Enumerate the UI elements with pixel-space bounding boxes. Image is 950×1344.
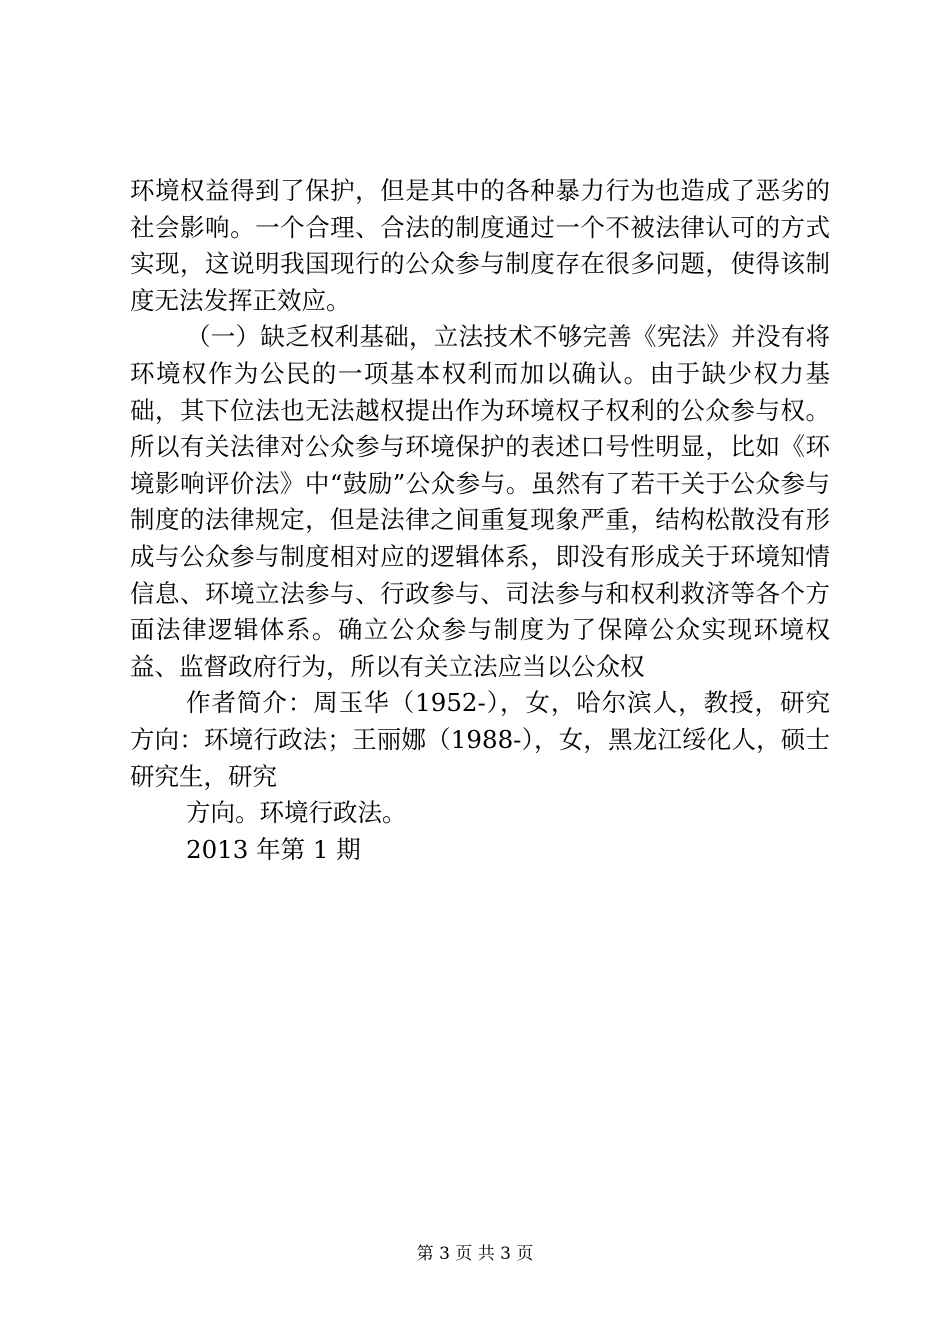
- page-footer: 第 3 页 共 3 页: [416, 1244, 534, 1264]
- paragraph-continued: 环境权益得到了保护，但是其中的各种暴力行为也造成了恶劣的社会影响。一个合理、合法的制度通过一个不被法律认可的方式实现，这说明我国现行的公众参与制度存在很多问题，使得该制度无法发挥正效应。: [130, 176, 830, 315]
- paragraph-research-direction: 方向。环境行政法。: [186, 798, 407, 828]
- paragraph-issue: 2013 年第 1 期: [186, 834, 361, 864]
- paragraph-author-bio: 作者简介：周玉华（1952-），女，哈尔滨人，教授，研究方向：环境行政法；王丽娜（1988-），女，黑龙江绥化人，硕士研究生，研究: [130, 688, 830, 791]
- document-body: [130, 173, 830, 868]
- paragraph-section-one: （一）缺乏权利基础，立法技术不够完善《宪法》并没有将环境权作为公民的一项基本权利而加以确认。由于缺少权力基础，其下位法也无法越权提出作为环境权子权利的公众参与权。所以有关法律对公众参与环境保护的表述口号性明显，比如《环境影响评价法》中“鼓励”公众参与。虽然有了若干关于公众参与制度的法律规定，但是法律之间重复现象严重，结构松散没有形成与公众参与制度相对应的逻辑体系，即没有形成关于环境知情信息、环境立法参与、行政参与、司法参与和权利救济等各个方面法律逻辑体系。确立公众参与制度为了保障公众实现环境权益、监督政府行为，所以有关立法应当以公众权: [130, 322, 830, 681]
